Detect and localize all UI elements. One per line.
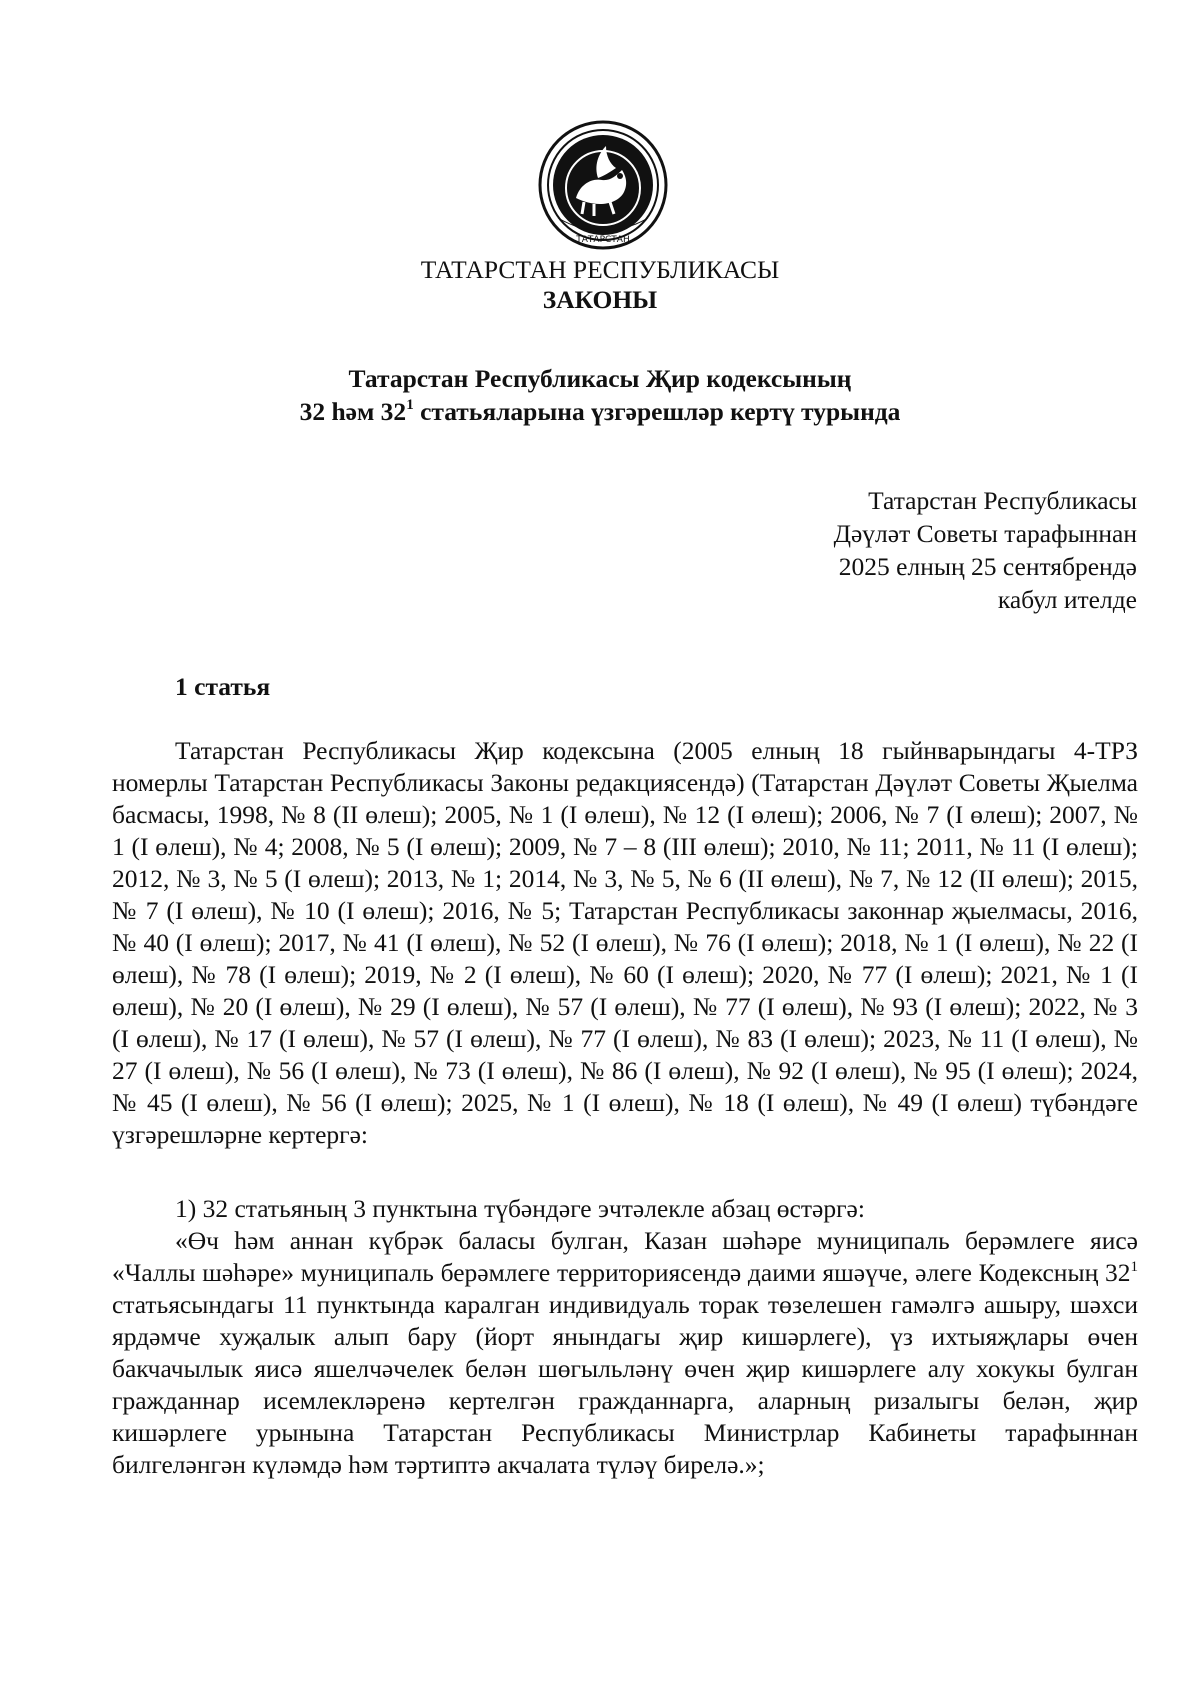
law-title-line2-start: 32 һәм 32	[299, 397, 407, 426]
law-title-line2	[0, 395, 1200, 428]
article-1-intro-paragraph: Татарстан Республикасы Җир кодексына (2005 елның 18 гыйнварындагы 4-ТРЗ номерлы Татарстан Республикасы Законы редакциясендә) (Татарстан Дәүләт Советы Җыелма басмасы, 1998, № 8 (II өлеш); 2005, № 1 (I өлеш), № 12 (I өлеш); 2006, № 7 (I өлеш); 2007, № 1 (I өлеш), № 4; 2008, № 5 (I өлеш); 2009, № 7 – 8 (III өлеш); 2010, № 11; 2011, № 11 (I өлеш); 2012, № 3, № 5 (I өлеш); 2013, № 1; 2014, № 3, № 5, № 6 (II өлеш), № 7, № 12 (II өлеш); 2015, № 7 (I өлеш), № 10 (I өлеш); 2016, № 5; Татарстан Республикасы законнар җыелмасы, 2016, № 40 (I өлеш); 2017, № 41 (I өлеш), № 52 (I өлеш), № 76 (I өлеш); 2018, № 1 (I өлеш), № 22 (I өлеш), № 78 (I өлеш); 2019, № 2 (I өлеш), № 60 (I өлеш); 2020, № 77 (I өлеш); 2021, № 1 (I өлеш), № 20 (I өлеш), № 29 (I өлеш), № 57 (I өлеш), № 77 (I өлеш), № 93 (I өлеш); 2022, № 3 (I өлеш), № 17 (I өлеш), № 57 (I өлеш), № 77 (I өлеш), № 83 (I өлеш); 2023, № 11 (I өлеш), № 27 (I өлеш), № 56 (I өлеш), № 73 (I өлеш), № 86 (I өлеш), № 92 (I өлеш), № 95 (I өлеш); 2024, № 45 (I өлеш), № 56 (I өлеш); 2025, № 1 (I өлеш), № 18 (I өлеш), № 49 (I өлеш) түбәндәге үзгәрешләрне кертергә:	[112, 736, 1138, 1149]
adoption-line3: 2025 елның 25 сентябрендә	[838, 552, 1137, 581]
adoption-note	[834, 484, 1137, 616]
quote-superscript: 1	[1130, 1259, 1138, 1275]
adoption-line1: Татарстан Республикасы	[868, 486, 1137, 515]
emblem-ring-text: ТАТАРСТАН	[576, 235, 630, 245]
adoption-line2: Дәүләт Советы тарафыннан	[833, 519, 1137, 548]
republic-name: ТАТАРСТАН РЕСПУБЛИКАСЫ	[420, 255, 780, 284]
law-title-line2-end: статьяларына үзгәрешләр кертү турында	[413, 397, 901, 426]
article-1-heading: 1 статья	[175, 672, 271, 701]
article-1-item-1: 1) 32 статьяның 3 пунктына түбәндәге эчтәлекле абзац өстәргә:	[175, 1194, 865, 1223]
adoption-line4: кабул ителде	[997, 585, 1137, 614]
law-title	[0, 362, 1200, 428]
emblem-icon	[536, 118, 670, 252]
law-title-superscript: 1	[406, 397, 414, 413]
quote-part-1: «Өч һәм аннан күбрәк баласы булган, Казан шәһәре муниципаль берәмлеге яисә «Чаллы шәһәре» муниципаль берәмлеге территориясендә даими яшәүче, әлеге Кодексның 32	[112, 1226, 1138, 1287]
coat-of-arms-emblem	[536, 118, 670, 252]
document-header	[0, 255, 1200, 315]
quote-part-2: статьясындагы 11 пунктында каралган индивидуаль торак төзелешен гамәлгә ашыру, шәхси ярдәмче хуҗалык алып бару (йорт янындагы җир кишәрлеге), үз ихтыяҗлары өчен бакчачылык яисә яшелчәчелек белән шөгыльләнү өчен җир кишәрлеге алу хокукы булган гражданнар исемлекләренә кертелгән гражданнарга, аларның ризалыгы белән, җир кишәрлеге урынына Татарстан Республикасы Министрлар Кабинеты тарафыннан билгеләнгән күләмдә һәм тәртиптә акчалата түләү бирелә.»;	[112, 1290, 1138, 1479]
article-1-quoted-paragraph	[112, 1225, 1138, 1481]
law-label: ЗАКОНЫ	[542, 285, 658, 314]
law-title-line1: Татарстан Республикасы Җир кодексының	[348, 364, 852, 393]
